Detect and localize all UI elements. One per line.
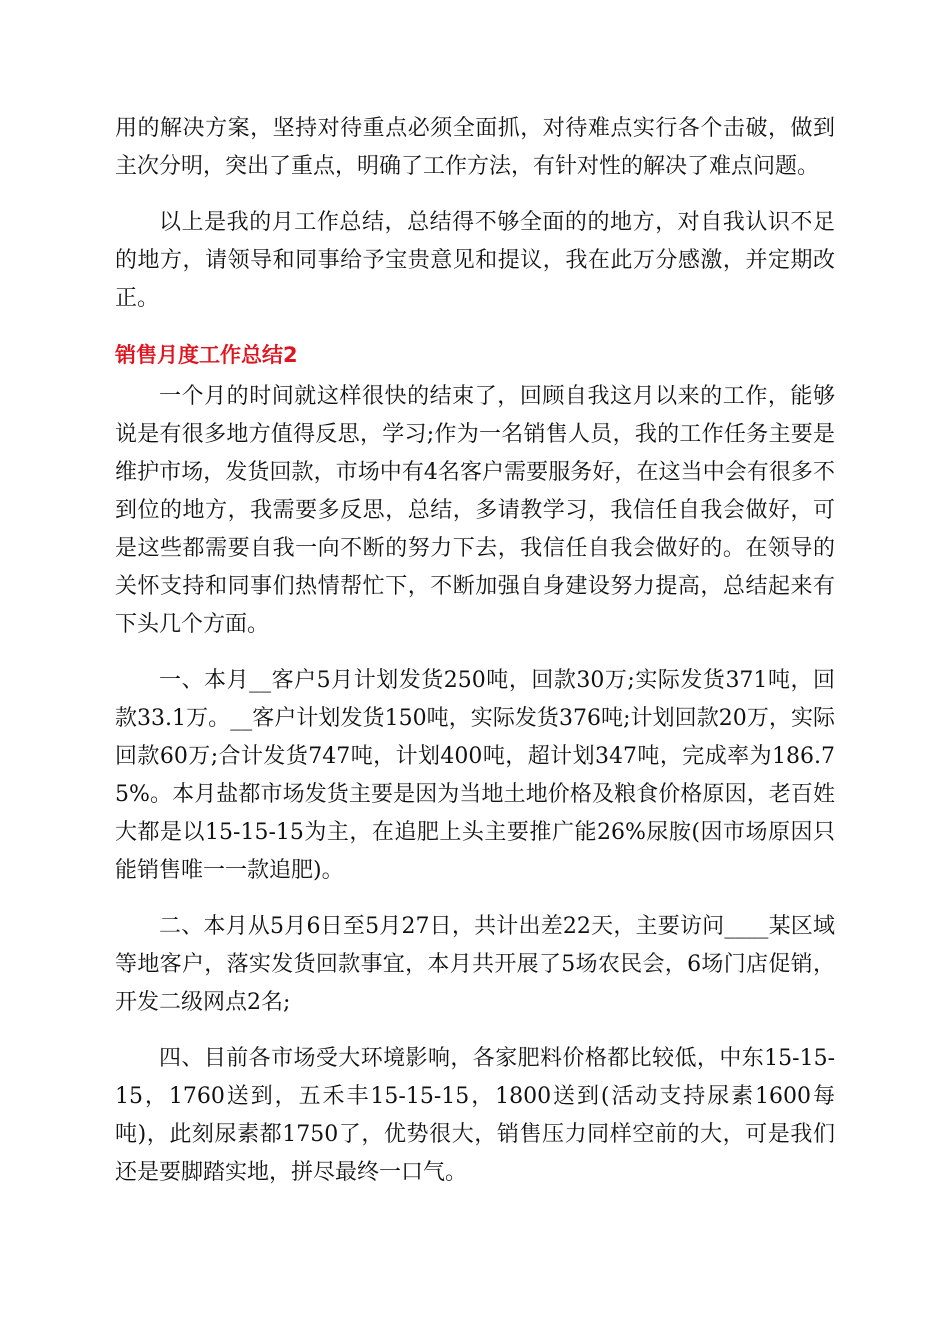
paragraph-continued: 用的解决方案，坚持对待重点必须全面抓，对待难点实行各个击破，做到主次分明，突出了重点，明确了工作方法，有针对性的解决了难点问题。 — [115, 116, 835, 179]
paragraph-item-1: 一、本月__客户5月计划发货250吨，回款30万;实际发货371吨，回款33.1万。__客户计划发货150吨，实际发货376吨;计划回款20万，实际回款60万;合计发货747吨，计划400吨，超计划347吨，完成率为186.75%。本月盐都市场发货主要是因为当地土地价格及粮食价格原因，老百姓大都是以15-15-15为主，在追肥上头主要推广能26%尿胺(因市场原因只能销售唯一一款追肥)。 — [115, 668, 835, 883]
paragraph-item-4: 四、目前各市场受大环境影响，各家肥料价格都比较低，中东15-15-15，1760送到，五禾丰15-15-15，1800送到(活动支持尿素1600每吨)，此刻尿素都1750了，优势很大，销售压力同样空前的大，可是我们还是要脚踏实地，拼尽最终一口气。 — [115, 1046, 835, 1185]
paragraph-closing: 以上是我的月工作总结，总结得不够全面的的地方，对自我认识不足的地方，请领导和同事给予宝贵意见和提议，我在此万分感激，并定期改正。 — [115, 210, 835, 311]
document-body — [115, 110, 835, 1210]
paragraph-item-2: 二、本月从5月6日至5月27日，共计出差22天，主要访问____某区域等地客户，落实发货回款事宜，本月共开展了5场农民会，6场门店促销，开发二级网点2名; — [115, 914, 835, 1015]
section-heading: 销售月度工作总结2 — [115, 343, 298, 367]
paragraph-intro: 一个月的时间就这样很快的结束了，回顾自我这月以来的工作，能够说是有很多地方值得反思，学习;作为一名销售人员，我的工作任务主要是维护市场，发货回款，市场中有4名客户需要服务好，在这当中会有很多不到位的地方，我需要多反思，总结，多请教学习，我信任自我会做好，可是这些都需要自我一向不断的努力下去，我信任自我会做好的。在领导的关怀支持和同事们热情帮忙下，不断加强自身建设努力提高，总结起来有下头几个方面。 — [115, 384, 835, 637]
